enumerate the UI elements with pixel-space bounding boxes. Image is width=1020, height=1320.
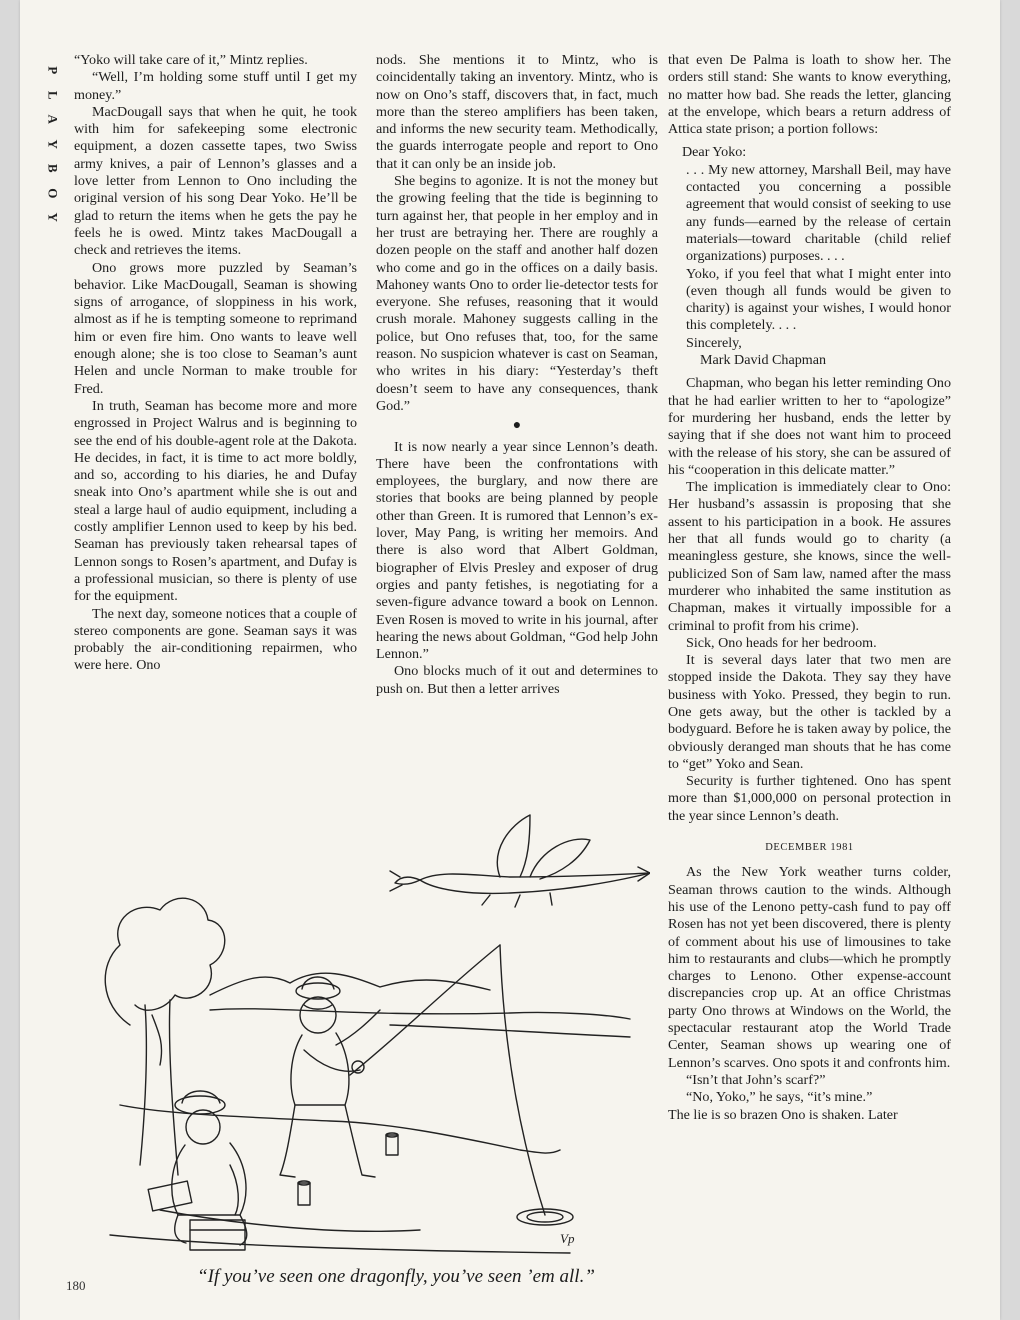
playboy-masthead [40,58,64,230]
magazine-page [20,0,1000,1320]
cartoon-signature: Vp [560,1231,575,1246]
paragraph: The implication is immediately clear to Ono: Her husband’s assassin is proposing that she assent to his participation in a book. He assures her that all funds would go to charity (a meaningless gesture, she knows, since the well-publicized Son of Sam law, named after the mass murderer who inhabited the same institution as Chapman, makes it virtually impossible for a criminal to profit from his crime). [668,479,951,634]
paragraph: It is several days later that two men are stopped inside the Dakota. They say they have business with Yoko. Pressed, they begin to run. One gets away, but the other is tackled by a bodyguard. Before he is taken away by police, the obviously deranged man shouts that he has come to “get” Yoko and Sean. [668,652,951,772]
chapman-letter [668,144,951,369]
letter-signature: Mark David Chapman [700,352,827,369]
paragraph: Security is further tightened. Ono has spent more than $1,000,000 on personal protection in the year since Lennon’s death. [668,773,951,824]
letter-paragraph: Yoko, if you feel that what I might enter into (even though all funds would be given to charity) is against your wishes, I would honor this completely. . . . [686,265,951,334]
paragraph: nods. She mentions it to Mintz, who is coincidentally taking an inventory. Mintz, who is now on Ono’s staff, discovers that, in fact, much more than the stereo amplifiers has been taken, and informs the new security team. Methodically, the guards interrogate people and report to Ono that it can only be an inside job. [376,52,658,172]
masthead-letter: O [45,187,61,198]
paragraph: “Well, I’m holding some stuff until I get my money.” [74,69,357,103]
section-bullet: ● [512,418,522,434]
section-dateline: DECEMBER 1981 [765,842,854,854]
paragraph: Chapman, who began his letter reminding Ono that he had earlier written to her to “apologize” for murdering her husband, ends the letter by saying that if she does not want him to proceed with the release of his story, she can be assured of his “cooperation in this delicate matter.” [668,375,951,478]
letter-paragraph: . . . My new attorney, Marshall Beil, may have contacted you concerning a possible agreement that would consist of seeking to use any funds—earned by the release of certain materials—toward charitable (child relief organizations) purposes. . . . [686,161,951,265]
article-column-1 [74,52,357,675]
masthead-letter: L [45,90,61,100]
paragraph: Ono grows more puzzled by Seaman’s behavior. Like MacDougall, Seaman is showing signs of arrogance, of sloppiness in his work, almost as if he is tempting someone to reprimand him or even fire him. Ono wants to leave well enough alone; she is too close to Seaman’s aunt Helen and uncle Norman to make trouble for Fred. [74,259,357,397]
masthead-letter: P [45,66,61,75]
letter-salutation: Dear Yoko: [682,144,747,161]
paragraph: As the New York weather turns colder, Seaman throws caution to the winds. Although his use of the Lenono petty-cash fund to pay off Rosen has not yet been discovered, there is plenty of comment about his use of limousines to take him to restaurants and clubs—which he promptly charges to Lenono. Other expense-account discrepancies crop up. At an office Christmas party Ono throws at Windows on the World, the spectacular restaurant atop the World Trade Center, Seaman shows up wearing one of Lennon’s scarves. Ono spots it and confronts him. [668,864,951,1071]
paragraph: The lie is so brazen Ono is shaken. Later [668,1106,898,1123]
masthead-letter: Y [45,139,61,149]
letter-closing: Sincerely, [686,334,742,351]
paragraph: She begins to agonize. It is not the money but the growing feeling that the tide is beginning to turn against her, that people in her employ and in her trust are betraying her. There are roughly a dozen people on the staff and another half dozen who come and go in the offices on a daily basis. Mahoney wants Ono to order lie-detector tests for everyone. She refuses, reasoning that it would crush morale. Mahoney suggests calling in the police, but Ono refuses that, too, for the same reason. No suspicion whatever is cast on Seaman, who writes in his diary: “Yesterday’s theft doesn’t seem to have any consequences, thank God.” [376,173,658,414]
article-column-2 [376,52,658,698]
paragraph: Sick, Ono heads for her bedroom. [686,634,877,651]
paragraph: It is now nearly a year since Lennon’s death. There have been the confrontations with employees, the burglary, and now there are stories that books are being planned by people other than Green. It is rumored that Lennon’s ex-lover, May Pang, is writing her memoirs. And there is also word that Albert Goldman, biographer of Elvis Presley and exposer of drug orgies and panty fetishes, is negotiating for a seven-figure advance toward a book on Lennon. Even Rosen is moved to write in his journal, after hearing the news about Goldman, “God help John Lennon.” [376,438,658,663]
article-column-3 [668,52,951,1124]
masthead-letter: B [45,163,61,173]
fishing-cartoon-illustration [90,805,650,1260]
masthead-letter: Y [45,212,61,222]
paragraph: “Yoko will take care of it,” Mintz replies. [74,52,308,68]
paragraph: “No, Yoko,” he says, “it’s mine.” [686,1089,873,1106]
paragraph: “Isn’t that John’s scarf?” [686,1071,826,1088]
masthead-letter: A [45,114,61,124]
paragraph: The next day, someone notices that a couple of stereo components are gone. Seaman says it was probably the air-conditioning repairmen, who were here. Ono [74,605,357,674]
paragraph: that even De Palma is loath to show her. The orders still stand: She wants to know everything, no matter how bad. She reads the letter, glancing at the envelope, which bears a return address of Attica state prison; a portion follows: [668,52,951,138]
page-number: 180 [66,1278,86,1293]
paragraph: Ono blocks much of it out and determines to push on. But then a letter arrives [376,663,658,697]
cartoon-caption: “If you’ve seen one dragonfly, you’ve seen ’em all.” [197,1266,595,1287]
paragraph: MacDougall says that when he quit, he took with him for safekeeping some electronic equipment, a dozen cassette tapes, two Swiss army knives, a pair of Lennon’s glasses and a love letter from Lennon to Ono including the original version of his song Dear Yoko. He’ll be glad to return the items when he gets the pay he feels he is owed. Mintz takes MacDougall a check and retrieves the items. [74,103,357,259]
paragraph: In truth, Seaman has become more and more engrossed in Project Walrus and is beginning to see the end of his double-agent role at the Dakota. He decides, in fact, it is time to act more boldly, and so, according to his diaries, he and Dufay sneak into Ono’s apartment while she is out and steal a large haul of audio equipment, including a costly amplifier Lennon used to keep by his bed. Seaman has previously taken rehearsal tapes of Lennon songs to Rosen’s apartment, and Dufay is a professional musician, so there is plenty of use for the equipment. [74,397,357,605]
